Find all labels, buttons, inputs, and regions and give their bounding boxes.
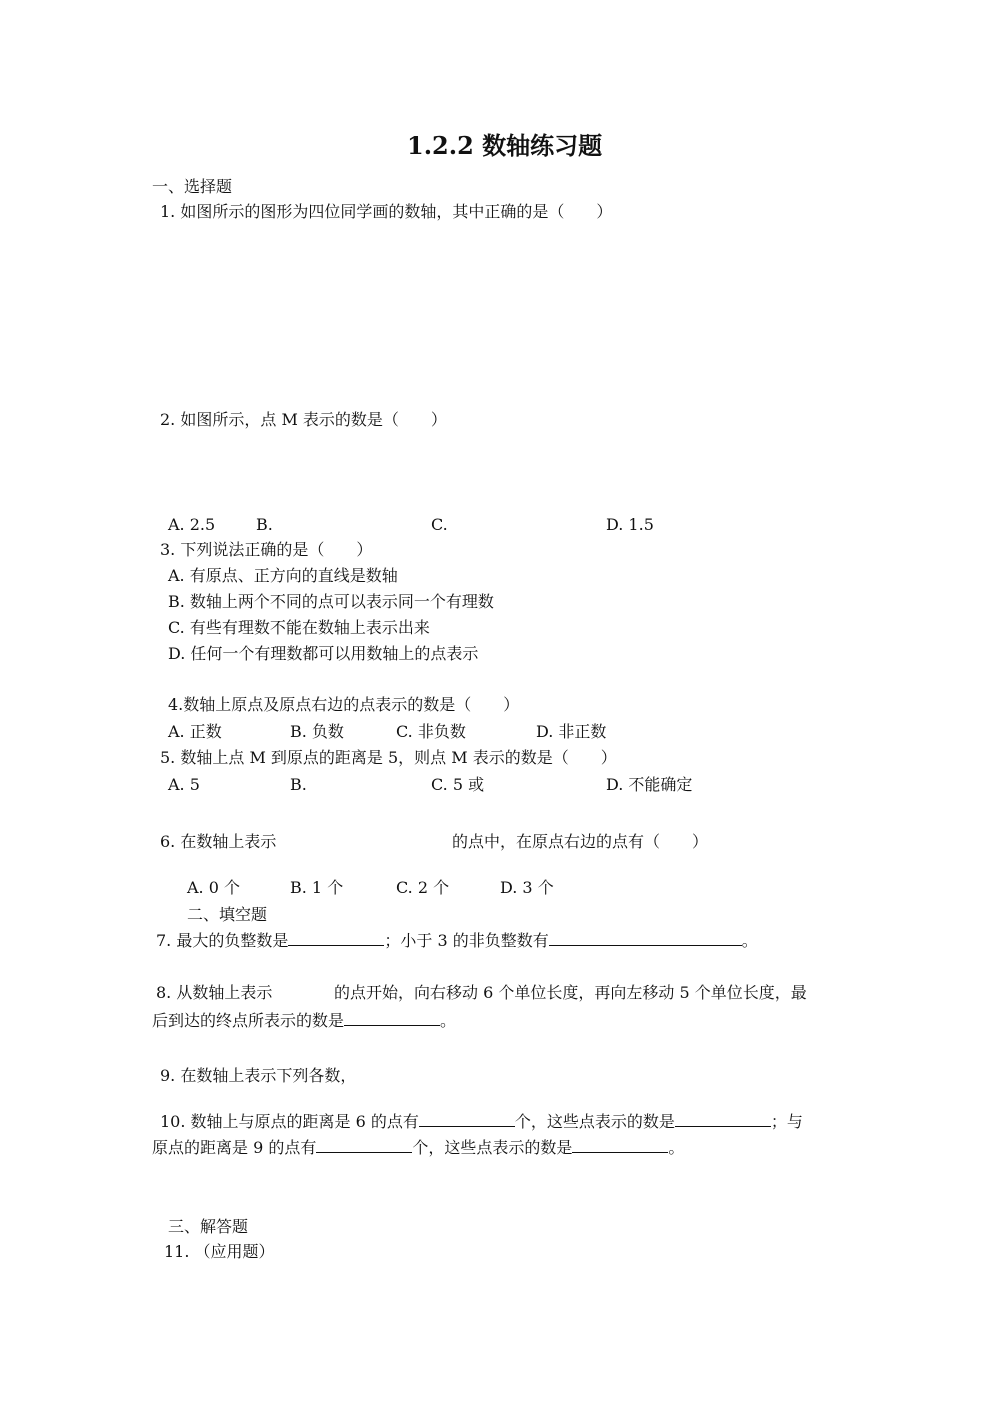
q10-text-e: 个，这些点表示的数是	[412, 1138, 573, 1157]
q4-option-c: C. 非负数	[396, 722, 466, 741]
q10-text-a: 10. 数轴上与原点的距离是 6 的点有	[160, 1112, 419, 1131]
question-1: 1. 如图所示的图形为四位同学画的数轴，其中正确的是（ ）	[160, 202, 613, 221]
q2-option-d: D. 1.5	[606, 515, 654, 534]
q2-option-a: A. 2.5	[168, 515, 216, 534]
q8-text-d: 。	[440, 1011, 457, 1030]
q5-option-b: B.	[290, 775, 307, 794]
question-11: 11. （应用题）	[164, 1242, 275, 1261]
question-6-start: 6. 在数轴上表示	[160, 832, 277, 851]
q4-option-d: D. 非正数	[536, 722, 607, 741]
q6-option-d: D. 3 个	[500, 878, 554, 897]
q3-option-b: B. 数轴上两个不同的点可以表示同一个有理数	[168, 592, 494, 611]
question-10-line1	[160, 1112, 803, 1132]
q5-option-a: A. 5	[168, 775, 200, 794]
q6-option-b: B. 1 个	[290, 878, 344, 897]
question-6-end: 的点中，在原点右边的点有（ ）	[452, 832, 709, 851]
q7-text-a: 7. 最大的负整数是	[156, 931, 289, 950]
question-8-line2	[152, 1011, 456, 1031]
question-3: 3. 下列说法正确的是（ ）	[160, 540, 373, 559]
q8-text-c: 后到达的终点所表示的数是	[152, 1011, 345, 1030]
section-answer-heading: 三、解答题	[168, 1217, 249, 1236]
q7-answer-blank-2[interactable]	[549, 931, 742, 946]
page-title: 1.2.2 数轴练习题	[407, 131, 603, 160]
q2-option-c: C.	[431, 515, 448, 534]
q10-answer-blank-1[interactable]	[419, 1112, 515, 1127]
q2-option-b: B.	[256, 515, 273, 534]
question-2: 2. 如图所示，点 M 表示的数是（ ）	[160, 410, 447, 429]
question-4: 4.数轴上原点及原点右边的点表示的数是（ ）	[168, 695, 520, 714]
question-7	[156, 931, 758, 951]
q3-option-c: C. 有些有理数不能在数轴上表示出来	[168, 618, 430, 637]
q10-text-d: 原点的距离是 9 的点有	[152, 1138, 317, 1157]
q10-answer-blank-4[interactable]	[572, 1138, 668, 1153]
q8-answer-blank[interactable]	[344, 1011, 440, 1026]
q5-option-d: D. 不能确定	[606, 775, 693, 794]
q4-option-b: B. 负数	[290, 722, 344, 741]
question-8-cont: 的点开始，向右移动 6 个单位长度，再向左移动 5 个单位长度，最	[334, 983, 807, 1002]
q10-answer-blank-3[interactable]	[316, 1138, 412, 1153]
question-10-line2	[152, 1138, 684, 1158]
q3-option-d: D. 任何一个有理数都可以用数轴上的点表示	[168, 644, 479, 663]
q4-option-a: A. 正数	[168, 722, 222, 741]
question-8-start: 8. 从数轴上表示	[156, 983, 273, 1002]
question-5: 5. 数轴上点 M 到原点的距离是 5，则点 M 表示的数是（ ）	[160, 748, 617, 767]
q7-answer-blank-1[interactable]	[288, 931, 384, 946]
q7-text-c: 。	[741, 931, 758, 950]
q6-option-a: A. 0 个	[187, 878, 240, 897]
question-9: 9. 在数轴上表示下列各数，	[160, 1066, 357, 1085]
q3-option-a: A. 有原点、正方向的直线是数轴	[168, 566, 398, 585]
q10-text-c: ；与	[770, 1112, 803, 1131]
section-fill-heading: 二、填空题	[187, 905, 268, 924]
q10-answer-blank-2[interactable]	[675, 1112, 771, 1127]
section-choice-heading: 一、选择题	[152, 177, 233, 196]
q7-text-b: ；小于 3 的非负整数有	[384, 931, 549, 950]
q10-text-b: 个，这些点表示的数是	[514, 1112, 675, 1131]
q10-text-f: 。	[668, 1138, 685, 1157]
q5-option-c: C. 5 或	[431, 775, 485, 794]
q6-option-c: C. 2 个	[396, 878, 450, 897]
